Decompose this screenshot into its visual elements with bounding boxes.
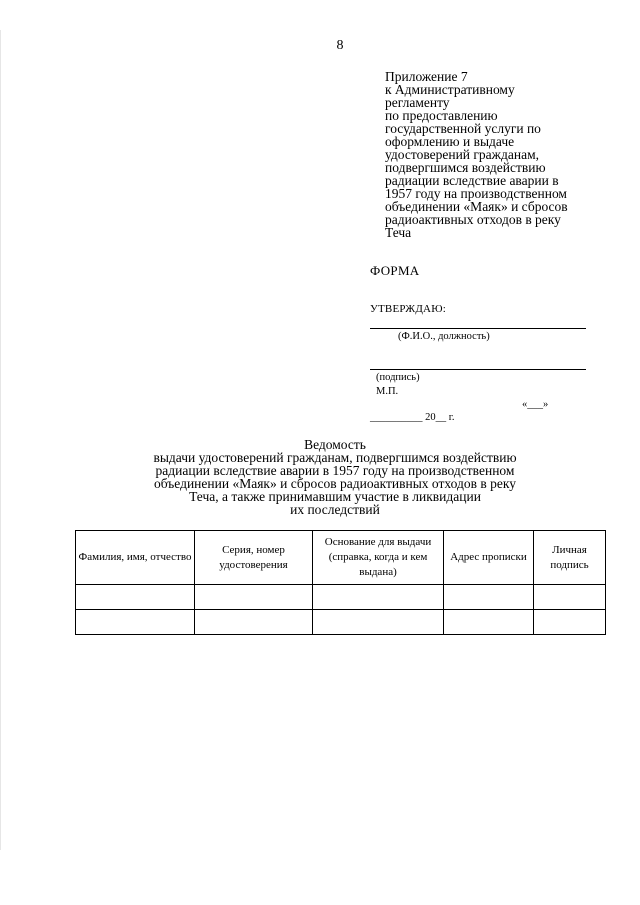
header-certificate-number: Серия, номер удостоверения [195,531,313,585]
page-number: 8 [336,38,344,53]
table-cell [534,610,606,635]
stamp-label: М.П. [376,386,399,397]
register-table [75,530,606,635]
table-cell [313,585,444,610]
table-cell [444,585,534,610]
appendix-line: регламенту [385,95,450,110]
title-line: Теча, а также принимавшим участие в ликвидации [189,489,481,504]
fio-signature-line [370,328,586,329]
appendix-line: объединении «Маяк» и сбросов [385,199,568,214]
approve-label: УТВЕРЖДАЮ: [370,303,446,315]
signature-caption: (подпись) [376,372,420,383]
title-line: радиации вследствие аварии в 1957 году на производственном [155,463,515,478]
appendix-line: Приложение 7 [385,69,468,84]
title-line: их последствий [290,502,380,517]
appendix-header [385,70,615,239]
table-row [76,585,606,610]
title-line: Ведомость [304,437,366,452]
appendix-line: государственной услуги по [385,121,541,136]
header-address: Адрес прописки [444,531,534,585]
appendix-line: по предоставлению [385,108,498,123]
table-cell [313,610,444,635]
title-line: выдачи удостоверений гражданам, подвергшимся воздействию [153,450,517,465]
appendix-line: радиации вследствие аварии в [385,173,559,188]
header-full-name: Фамилия, имя, отчество [76,531,195,585]
date-year-field: __________ 20__ г. [370,412,455,423]
appendix-line: подвергшимся воздействию [385,160,546,175]
header-issue-basis: Основание для выдачи (справка, когда и кем выдана) [313,531,444,585]
signature-line [370,369,586,370]
form-label: ФОРМА [370,263,420,278]
table-cell [444,610,534,635]
table-cell [534,585,606,610]
appendix-line: радиоактивных отходов в реку [385,212,561,227]
appendix-line: 1957 году на производственном [385,186,567,201]
table-row [76,610,606,635]
fio-caption: (Ф.И.О., должность) [398,331,490,342]
table-header-row [76,531,606,585]
appendix-line: удостоверений гражданам, [385,147,539,162]
table-cell [195,610,313,635]
appendix-line: оформлению и выдаче [385,134,515,149]
table-cell [195,585,313,610]
appendix-line: Теча [385,225,412,240]
document-title [100,438,570,516]
table-cell [76,610,195,635]
title-line: объединении «Маяк» и сбросов радиоактивных отходов в реку [154,476,516,491]
appendix-line: к Административному [385,82,515,97]
date-day-field: «___» [522,399,549,410]
table-cell [76,585,195,610]
scan-margin-line [0,30,1,850]
header-signature: Личная подпись [534,531,606,585]
